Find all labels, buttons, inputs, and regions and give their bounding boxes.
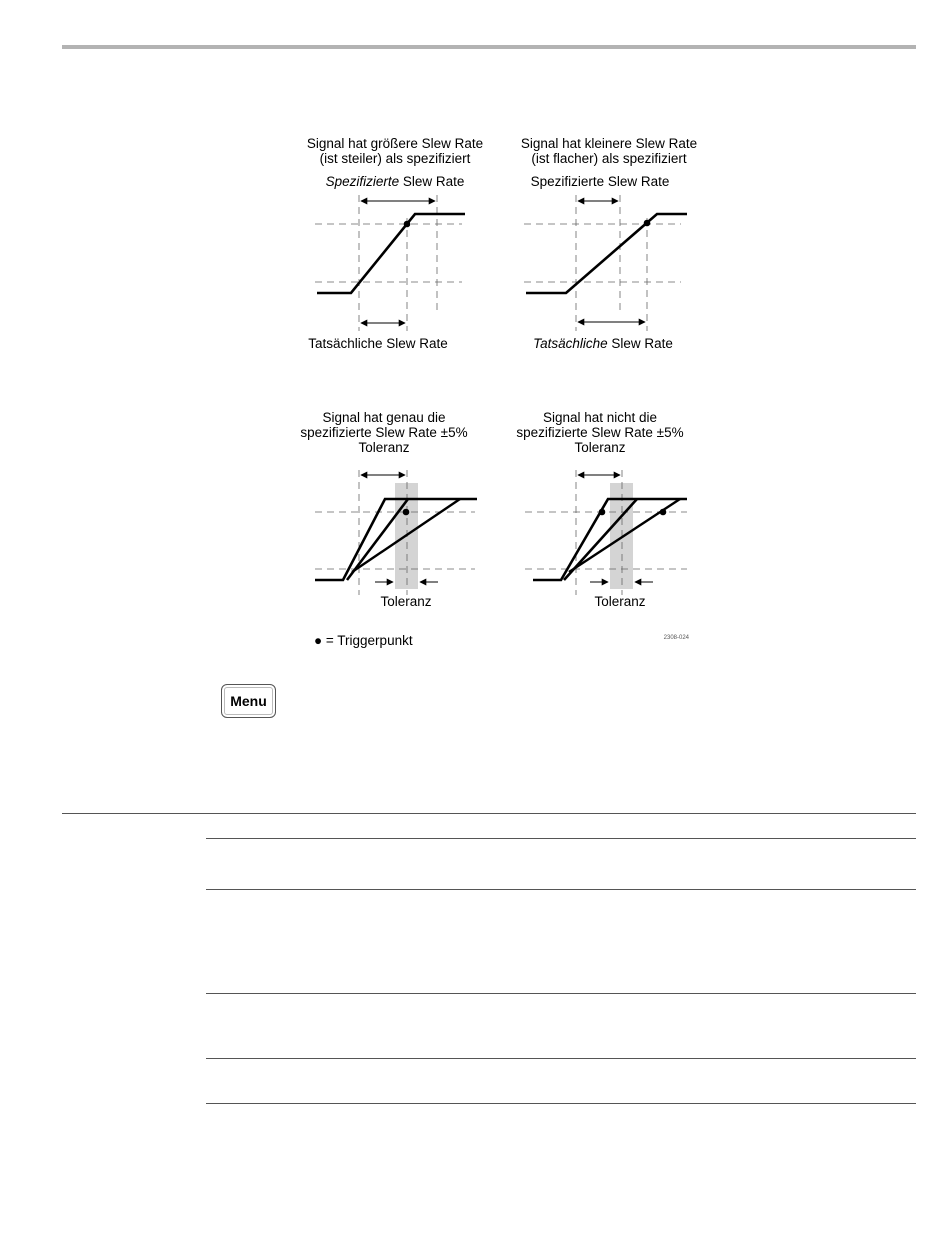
- panel-within-tolerance: [300, 410, 477, 609]
- panel-flatter-title-1: Signal hat kleinere Slew Rate: [520, 136, 698, 151]
- panel-flatter-spec-label: Spezifizierte Slew Rate: [530, 174, 670, 189]
- top-rule: [62, 45, 916, 49]
- panel-flatter-actual-label: Tatsächliche Slew Rate: [533, 336, 673, 351]
- panel-steeper-title-1: Signal hat größere Slew Rate: [306, 136, 484, 151]
- table-rule: [206, 838, 916, 839]
- table-rule: [206, 889, 916, 890]
- panel-steeper-spec-label: Spezifizierte Slew Rate: [325, 174, 465, 189]
- table-rule: [206, 1103, 916, 1104]
- panel-within-title-3: Toleranz: [358, 440, 410, 455]
- trigger-point-marker: [599, 509, 606, 516]
- table-rule: [206, 993, 916, 994]
- panel-within-tolerance-label: Toleranz: [380, 594, 432, 609]
- panel-outside-title-1: Signal hat nicht die: [542, 410, 658, 425]
- trigger-point-legend: ● = Triggerpunkt: [314, 633, 413, 648]
- table-rule: [206, 1058, 916, 1059]
- slew-rate-figure: [300, 125, 710, 655]
- panel-outside-tolerance-label: Toleranz: [594, 594, 646, 609]
- panel-outside-tolerance: [516, 410, 687, 609]
- panel-outside-title-2: spezifizierte Slew Rate ±5%: [516, 425, 684, 440]
- menu-button[interactable]: Menu: [221, 684, 276, 718]
- panel-steeper: [307, 136, 483, 351]
- trigger-point-marker: [660, 509, 667, 516]
- panel-flatter-title-2: (ist flacher) als spezifiziert: [531, 151, 687, 166]
- trigger-point-marker: [644, 220, 651, 227]
- trigger-point-marker: [404, 221, 411, 228]
- panel-outside-title-3: Toleranz: [574, 440, 626, 455]
- figure-id: 2308-024: [663, 635, 689, 641]
- trigger-point-marker: [403, 509, 410, 516]
- panel-within-title-2: spezifizierte Slew Rate ±5%: [300, 425, 468, 440]
- section-rule: [62, 813, 916, 814]
- panel-steeper-title-2: (ist steiler) als spezifiziert: [319, 151, 471, 166]
- panel-steeper-actual-label: Tatsächliche Slew Rate: [308, 336, 448, 351]
- panel-within-title-1: Signal hat genau die: [322, 410, 446, 425]
- panel-flatter: [521, 136, 697, 351]
